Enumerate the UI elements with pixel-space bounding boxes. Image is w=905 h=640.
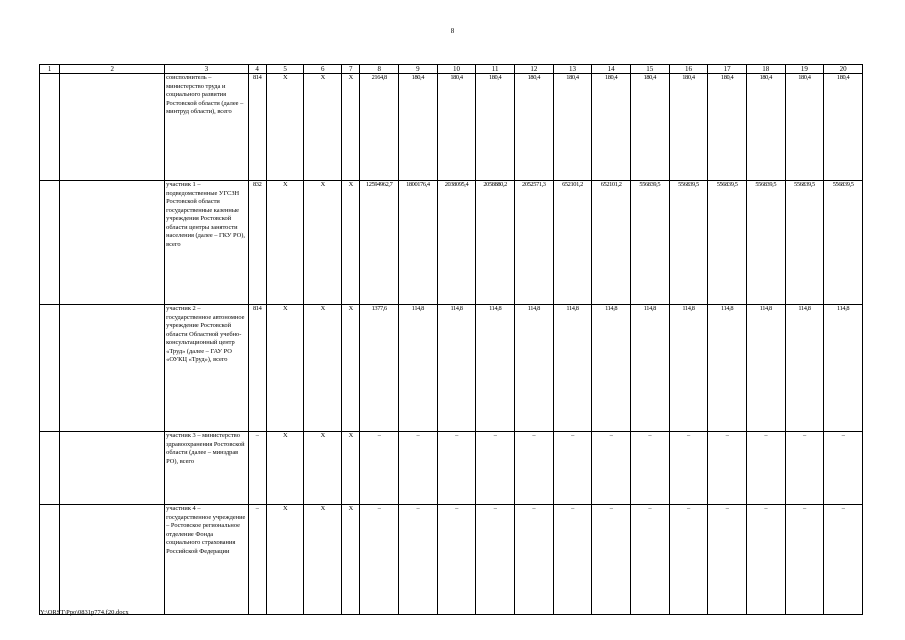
value-cell: – [746,505,785,615]
row-number-cell [40,181,60,305]
value-cell: X [266,505,304,615]
value-cell: X [266,181,304,305]
value-cell: – [669,432,708,505]
program-name-cell [60,181,165,305]
value-cell: 832 [248,181,266,305]
column-header: 16 [669,65,708,74]
value-cell: 114,8 [476,305,515,432]
value-cell: 180,4 [515,74,554,181]
program-name-cell [60,74,165,181]
value-cell: – [708,505,747,615]
value-cell: 12594962,7 [360,181,399,305]
value-cell: X [304,305,342,432]
table-row [40,74,863,181]
column-header: 20 [824,65,863,74]
value-cell: 180,4 [437,74,476,181]
column-header: 9 [399,65,438,74]
value-cell: 2038095,4 [437,181,476,305]
executor-description-cell: участник 1 – подведомственные УГСЗН Ростовской области государственные казенные учреждения Ростовской области центры занятости населения (далее – ГКУ РО), всего [165,181,248,305]
column-header: 1 [40,65,60,74]
column-header: 13 [553,65,592,74]
value-cell: – [630,432,669,505]
column-header: 11 [476,65,515,74]
value-cell: 2164,8 [360,74,399,181]
value-cell: – [824,505,863,615]
value-cell: X [342,74,360,181]
value-cell: X [342,305,360,432]
table-header-row [40,65,863,74]
program-name-cell [60,432,165,505]
value-cell: – [360,432,399,505]
column-header: 8 [360,65,399,74]
value-cell: 1800176,4 [399,181,438,305]
row-number-cell [40,505,60,615]
value-cell: 114,8 [553,305,592,432]
value-cell: 180,4 [746,74,785,181]
value-cell: 180,4 [630,74,669,181]
value-cell: – [248,432,266,505]
value-cell: 180,4 [824,74,863,181]
value-cell: X [304,432,342,505]
value-cell: 652101,2 [592,181,631,305]
column-header: 6 [304,65,342,74]
value-cell: X [266,74,304,181]
value-cell: 180,4 [669,74,708,181]
value-cell: – [248,505,266,615]
value-cell: 556839,5 [785,181,824,305]
value-cell: 180,4 [399,74,438,181]
row-number-cell [40,432,60,505]
value-cell: 814 [248,305,266,432]
budget-table [39,64,863,615]
value-cell: 114,8 [746,305,785,432]
table-row [40,181,863,305]
value-cell: – [476,432,515,505]
value-cell: – [824,432,863,505]
column-header: 10 [437,65,476,74]
value-cell: – [515,432,554,505]
executor-description-cell: участник 2 – государственное автономное учреждение Ростовской области Областной учебно-консультационный центр «Труд» (далее – ГАУ РО «ОУКЦ «Труд»), всего [165,305,248,432]
executor-description-cell: участник 3 – министерство здравоохранения Ростовской области (далее – минздрав РО), всего [165,432,248,505]
page-number: 8 [450,27,455,35]
column-header: 17 [708,65,747,74]
column-header: 19 [785,65,824,74]
column-header: 7 [342,65,360,74]
column-header: 2 [60,65,165,74]
column-header: 5 [266,65,304,74]
value-cell: – [399,505,438,615]
value-cell: X [266,305,304,432]
value-cell: – [399,432,438,505]
executor-description-cell: соисполнитель – министерство труда и социального развития Ростовской области (далее – минтруд области), всего [165,74,248,181]
value-cell: 114,8 [708,305,747,432]
value-cell: – [553,432,592,505]
value-cell: 180,4 [476,74,515,181]
value-cell: 114,8 [515,305,554,432]
program-name-cell [60,505,165,615]
column-header: 18 [746,65,785,74]
program-name-cell [60,305,165,432]
value-cell: – [476,505,515,615]
value-cell: 114,8 [399,305,438,432]
value-cell: 114,8 [785,305,824,432]
value-cell: 556839,5 [669,181,708,305]
value-cell: 114,8 [437,305,476,432]
footer-file-path: Y:\ORST\Ppo\0831p774.f20.docx [40,609,129,616]
value-cell: – [592,505,631,615]
value-cell: – [785,432,824,505]
value-cell: 180,4 [553,74,592,181]
value-cell: X [304,181,342,305]
value-cell: 114,8 [824,305,863,432]
value-cell: – [437,505,476,615]
value-cell: 114,8 [630,305,669,432]
value-cell: 814 [248,74,266,181]
value-cell: – [553,505,592,615]
value-cell: – [746,432,785,505]
value-cell: 2052571,3 [515,181,554,305]
table-row [40,305,863,432]
value-cell: – [437,432,476,505]
value-cell: 180,4 [592,74,631,181]
value-cell: 2058880,2 [476,181,515,305]
value-cell: – [708,432,747,505]
column-header: 4 [248,65,266,74]
value-cell: – [630,505,669,615]
column-header: 14 [592,65,631,74]
value-cell: 180,4 [785,74,824,181]
value-cell: – [592,432,631,505]
value-cell: 180,4 [708,74,747,181]
column-header: 15 [630,65,669,74]
table-row [40,505,863,615]
value-cell: 652101,2 [553,181,592,305]
value-cell: – [360,505,399,615]
value-cell: 556839,5 [746,181,785,305]
row-number-cell [40,74,60,181]
value-cell: 114,8 [592,305,631,432]
value-cell: – [669,505,708,615]
value-cell: 556839,5 [630,181,669,305]
value-cell: X [342,505,360,615]
value-cell: X [304,505,342,615]
value-cell: X [266,432,304,505]
value-cell: – [515,505,554,615]
column-header: 12 [515,65,554,74]
value-cell: 114,8 [669,305,708,432]
executor-description-cell: участник 4 – государственное учреждение – Ростовское региональное отделение Фонда социального страхования Российской Федерации [165,505,248,615]
table-row [40,432,863,505]
value-cell: 1377,6 [360,305,399,432]
value-cell: 556839,5 [824,181,863,305]
value-cell: X [342,432,360,505]
value-cell: 556839,5 [708,181,747,305]
row-number-cell [40,305,60,432]
value-cell: – [785,505,824,615]
value-cell: X [342,181,360,305]
column-header: 3 [165,65,248,74]
value-cell: X [304,74,342,181]
